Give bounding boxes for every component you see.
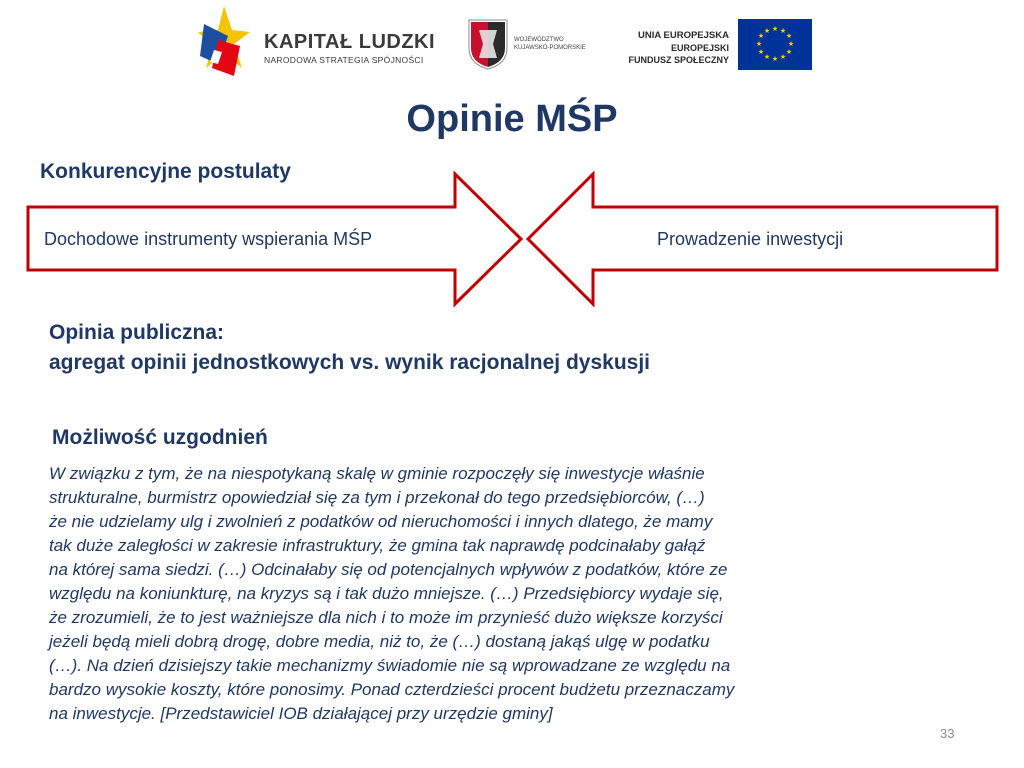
svg-text:★: ★ <box>785 32 793 40</box>
eu-text-line1: UNIA EUROPEJSKA <box>638 30 729 41</box>
quote-line: (…). Na dzień dzisiejszy takie mechanizmy świadomie nie są wprowadzane ze względu na <box>49 656 731 675</box>
slide-number: 33 <box>940 726 955 741</box>
kapital-ludzki-subtitle: NARODOWA STRATEGIA SPÓJNOŚCI <box>264 55 424 65</box>
quote-line: że zrozumieli, że to jest ważniejsze dla nich i to może im przynieść dużo większe korzyści <box>49 608 723 627</box>
quote-line: na której sama siedzi. (…) Odcinałaby się od potencjalnych wpływów z podatków, które ze <box>49 560 728 579</box>
quote-line: względu na koniunkturę, na kryzys są i tak dużo mniejsze. (…) Przedsiębiorcy wydaje się, <box>49 584 724 603</box>
postulates-heading: Konkurencyjne postulaty <box>40 160 291 183</box>
quote-line: strukturalne, burmistrz opowiedział się za tym i przekonał do tego przedsiębiorców, (…) <box>49 488 705 507</box>
eu-flag-icon <box>738 19 812 70</box>
svg-text:★: ★ <box>779 27 787 35</box>
svg-text:★: ★ <box>771 55 779 63</box>
svg-text:★: ★ <box>771 25 779 33</box>
eu-text-line2: EUROPEJSKI <box>670 43 729 53</box>
svg-text:★: ★ <box>785 48 793 56</box>
quote-line: tak duże zaległości w zakresie infrastruktury, że gmina tak naprawdę podcinałaby gałąź <box>49 536 706 555</box>
quote-line: że nie udzielamy ulg i zwolnień z podatków od nieruchomości i innych dlatego, że mamy <box>49 512 713 531</box>
quote-line: W związku z tym, że na niespotykaną skalę w gminie rozpoczęły się inwestycje właśnie <box>49 464 705 483</box>
region-name-line2: KUJAWSKO-POMORSKIE <box>514 45 586 51</box>
quote-line: bardzo wysokie koszty, które ponosimy. Ponad czterdzieści procent budżetu przeznaczamy <box>49 680 735 699</box>
svg-text:★: ★ <box>779 53 787 61</box>
quote-line: jeżeli będą mieli dobrą drogę, dobre media, niż to, że (…) dostaną jakąś ulgę w podatku <box>49 632 710 651</box>
interview-quote <box>49 462 979 726</box>
right-arrow-label: Prowadzenie inwestycji <box>657 229 844 249</box>
kapital-ludzki-logo-mark <box>198 6 250 80</box>
kapital-ludzki-title: KAPITAŁ LUDZKI <box>264 31 436 53</box>
svg-text:★: ★ <box>755 40 763 48</box>
public-opinion-heading: Opinia publiczna: <box>49 321 225 344</box>
svg-text:★: ★ <box>787 40 795 48</box>
region-name-line1: WOJEWÓDZTWO <box>514 37 564 43</box>
svg-text:★: ★ <box>757 48 765 56</box>
svg-text:★: ★ <box>763 53 771 61</box>
left-arrow-label: Dochodowe instrumenty wspierania MŚP <box>44 229 373 249</box>
svg-text:★: ★ <box>763 27 771 35</box>
quote-line: na inwestycje. [Przedstawiciel IOB działającej przy urzędzie gminy] <box>49 704 553 723</box>
page-title: Opinie MŚP <box>406 98 618 140</box>
agreement-heading: Możliwość uzgodnień <box>52 426 268 449</box>
public-opinion-subheading: agregat opinii jednostkowych vs. wynik racjonalnej dyskusji <box>49 351 651 374</box>
region-coat-of-arms-icon <box>467 18 509 70</box>
eu-text-line3: FUNDUSZ SPOŁECZNY <box>628 55 729 65</box>
svg-text:★: ★ <box>757 32 765 40</box>
